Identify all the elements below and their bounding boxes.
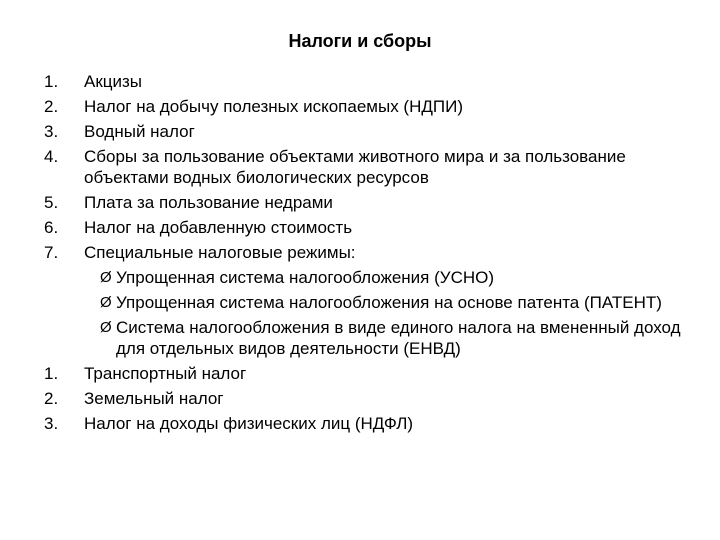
arrow-bullet-icon: Ø bbox=[100, 269, 112, 286]
sublist bbox=[84, 267, 704, 359]
list-item bbox=[44, 121, 704, 142]
list-item-text: Земельный налог bbox=[84, 389, 224, 408]
arrow-bullet-icon: Ø bbox=[100, 294, 112, 311]
list-item bbox=[44, 192, 704, 213]
list-item-text: Специальные налоговые режимы: bbox=[84, 243, 356, 262]
sublist-item bbox=[100, 267, 704, 288]
list-item bbox=[44, 388, 704, 409]
list-item bbox=[44, 71, 704, 92]
list-item-text: Налог на добычу полезных ископаемых (НДПИ) bbox=[84, 97, 463, 116]
list-number: 5. bbox=[44, 193, 59, 212]
list-item-text: Налог на добавленную стоимость bbox=[84, 218, 353, 237]
list-item bbox=[44, 242, 704, 359]
list-item bbox=[44, 363, 704, 384]
sublist-item-text: Упрощенная система налогообложения на основе патента (ПАТЕНТ) bbox=[116, 293, 662, 312]
list-number: 7. bbox=[44, 243, 59, 262]
list-number: 3. bbox=[44, 122, 59, 141]
list-number: 2. bbox=[44, 97, 59, 116]
list-number: 2. bbox=[44, 389, 59, 408]
slide-title: Налоги и сборы bbox=[288, 31, 432, 51]
list-item-text: Плата за пользование недрами bbox=[84, 193, 333, 212]
sublist-item bbox=[100, 292, 704, 313]
sublist-item-text: Упрощенная система налогообложения (УСНО) bbox=[116, 268, 495, 287]
list-item bbox=[44, 96, 704, 117]
list-number: 6. bbox=[44, 218, 59, 237]
tax-list bbox=[44, 71, 704, 438]
list-item-text: Налог на доходы физических лиц (НДФЛ) bbox=[84, 414, 414, 433]
list-number: 3. bbox=[44, 414, 59, 433]
list-item-text: Сборы за пользование объектами животного мира и за пользование объектами водных биологических ресурсов bbox=[84, 147, 626, 187]
arrow-bullet-icon: Ø bbox=[100, 319, 112, 336]
list-item-text: Акцизы bbox=[84, 72, 143, 91]
list-item bbox=[44, 413, 704, 434]
list-number: 1. bbox=[44, 364, 59, 383]
list-number: 1. bbox=[44, 72, 59, 91]
sublist-item-text: Система налогообложения в виде единого налога на вмененный доход для отдельных видов деятельности (ЕНВД) bbox=[116, 318, 681, 358]
list-number: 4. bbox=[44, 147, 59, 166]
list-item-text: Водный налог bbox=[84, 122, 195, 141]
sublist-item bbox=[100, 317, 704, 359]
list-item bbox=[44, 217, 704, 238]
list-item-text: Транспортный налог bbox=[84, 364, 247, 383]
list-item bbox=[44, 146, 704, 188]
